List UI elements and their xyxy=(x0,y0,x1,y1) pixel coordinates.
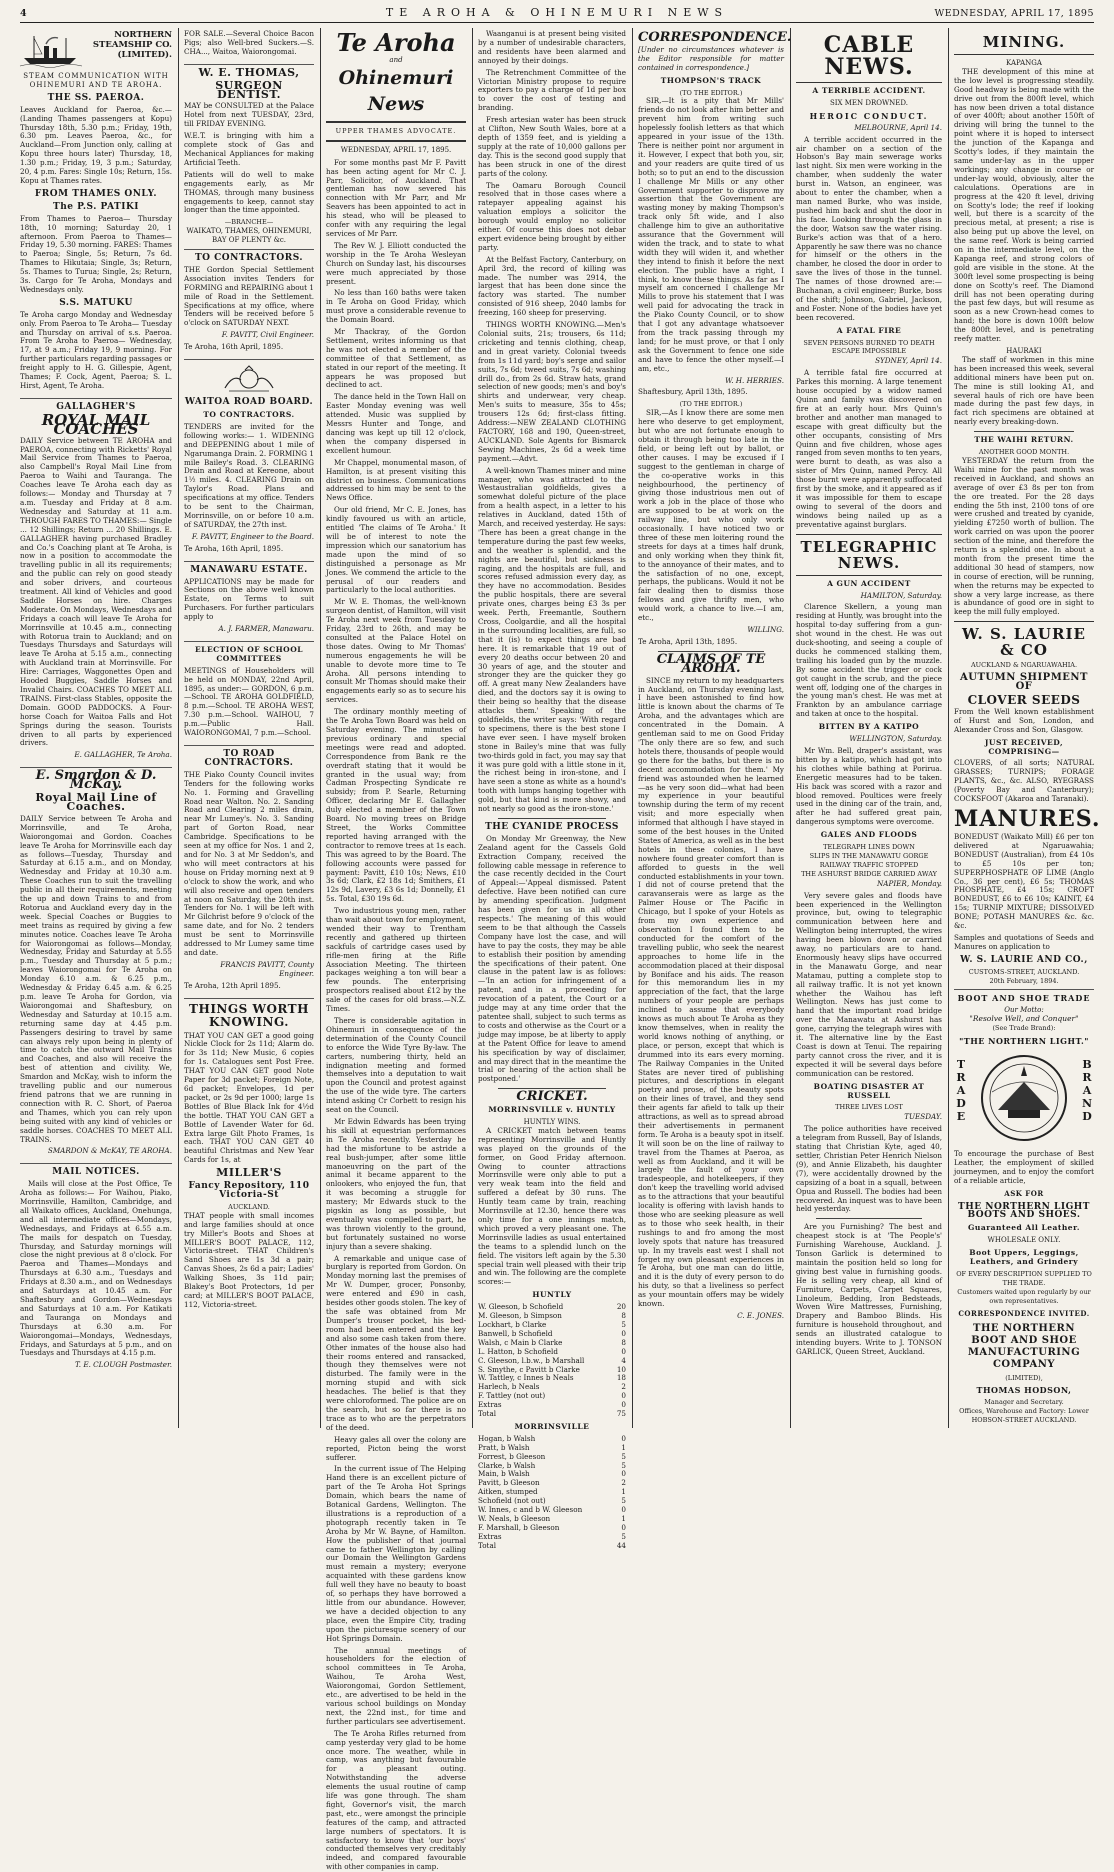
brand-letter: R xyxy=(1082,1071,1092,1084)
millers-ad xyxy=(184,1003,314,1310)
royal-mail-line: Royal Mail Line of Coaches. xyxy=(35,791,157,813)
runs: 0 xyxy=(621,1522,626,1532)
column-6 xyxy=(796,30,942,1426)
to-editor-2: (TO THE EDITOR.) xyxy=(679,400,743,409)
batsman: C. Gleeson, l.b.w., b Marshall xyxy=(478,1355,585,1365)
vessel-matuku: S.S. MATUKU xyxy=(59,297,133,308)
smardon-text: DAILY Service between Te Aroha and Morrinsville, and Te Aroha, Waiorongomai and Gordon. Coaches leave Te Aroha for Morrinsville each day as follows—Tuesday, Thursday and Saturday at 6.15 a.m., and on Monday, Wednesday and Friday at 10.30 a.m. These Coaches run to suit the travelling public in all their requirements, meeting the up and down Trains to and from Rotorua and Auckland every day in the week. Special Coaches or Buggies to meet trains as required by giving a few minutes notice. Coaches leave Te Aroha for Waiorongomai as follows—Monday, Wednesday, Friday and Saturday at 5.55 p.m., Tuesday and Thursday at 5 p.m.; leaves Waiorongomai for Te Aroha on Monday 6.10 a.m. & 6.25 p.m., Wednesday & Friday 6.45 a.m. & 6.25 p.m. leave Te Aroha for Gordon, via Waiorongomai and Shaftesbury, on Wednesday and Saturday at 10.15 a.m. returning same day at 4.45 p.m. Passengers desiring to travel by same can always rely upon being in plenty of time to catch the outward Mail Trains and Coaches, and also will receive the best of attention and civility. We, Smardon and McKay, wish to inform the travelling public and our numerous friend patrons that we are running in connection with R. C. Short, of Paeroa and Thames, which you can rely upon being suited with any kind of vehicles or saddle horses. COACHES TO MEET ALL TRAINS. xyxy=(20,813,172,1144)
runs: 0 xyxy=(621,1400,626,1410)
runs: 0 xyxy=(621,1391,626,1401)
local-news-16: The annual meetings of householders for the election of school committees in Te Aroha, Waihou, Te Aroha West, Waiorongomai, Gordon Settlement, etc., are advertised to be held in the various school buildings on Monday next, the 22nd inst., for time and further particulars see advertisement. xyxy=(326,1645,466,1726)
runs: 18 xyxy=(616,1373,626,1383)
column-rule xyxy=(948,28,949,1428)
news-4-6: THINGS WORTH KNOWING.—Men's Colonial suits, 21s; trousers, 6s 11d; cricketing and tennis clothing, cheap, and in great variety. Colonial tweeds from 1s 11d yard; boy's serge and sailor suits, 7s 6d; tweed suits, 7s 6d; washing drill do., from 2s 6d. Straw hats, grand selection of new goods; men's and boy's shirts and underwear, very cheap. Men's suits to measure, 35s to 45s; trousers 12s 6d; first-class fitting. Address:—NEW ZEALAND CLOTHING FACTORY, 168 and 190, Queen-street, AUCKLAND. Sole Agents for Bismarck Sewing Machines, 2s 6d a week time payment.—Advt. xyxy=(478,320,626,463)
cricket-head: CRICKET. xyxy=(516,1089,588,1105)
laurie-source: From the Well known establishment of Hurst and Son, London, and Alexander Cross and Son, Glasgow. xyxy=(954,706,1094,734)
patiki-schedule: From Thames to Paeroa— Thursday 18th, 10 morning; Saturday 20, 1 afternoon. From Paeroa to Thames— Friday 19, 5.30 morning. FARES: Thames to Paeroa; Single, 5s; Return, 7s 6d. Thames to Hikutaia; Single, 3s; Return, 5s. Thames to Turua; Single, 2s; Return, 3s. Cargo for Te Aroha, Mondays and Wednesdays only. xyxy=(20,213,172,294)
brand-letter: A xyxy=(956,1084,966,1097)
column-3 xyxy=(326,28,466,1872)
northern-steamship-ad xyxy=(20,30,172,399)
office-address: Offices, Warehouse and Factory: Lower HOBSON-STREET AUCKLAND. xyxy=(959,1407,1089,1425)
smardon-ad xyxy=(20,768,172,1164)
jones-signature: C. E. JONES. xyxy=(737,1310,784,1320)
local-news-10: Two industrious young men, rather than wait about town for employment, wended their way to Trentham recently and gathered up thirteen sackfuls of cartridge cases used by rifle-men firing at the Rifle Association Meeting. The thirteen packages weighing a ton will bear a few pounds. The enterprising prospectors realised about £12 by the sale of the cases for old brass.—N.Z. Times. xyxy=(326,906,466,1014)
correspondence-note: [Under no circumstances whatever is the Editor responsible for matter contained in correspondence.] xyxy=(638,44,784,72)
morrinsville-scores xyxy=(478,1435,626,1551)
smardon-signature: SMARDON & McKAY, TE AROHA. xyxy=(47,1146,172,1156)
runs: 1 xyxy=(621,1487,626,1497)
runs: 1 xyxy=(621,1514,626,1523)
local-news-11: There is considerable agitation in Ohinemuri in consequence of the determination of the County Council to enforce the Wide Tyre By-law. The carters, numbering thirty, held an indignation meeting and formed themselves into a deputation to wait upon the Council and protest against the use of the wide tyre. The carters intend asking Cr Corbett to resign his seat on the Council. xyxy=(326,1016,466,1115)
boating-head: BOATING DISASTER AT RUSSELL xyxy=(813,1081,925,1100)
encourage-text: To encourage the purchase of Best Leather, the employment of skilled journeymen, and to enjoy the comfort of a reliable article, xyxy=(954,1149,1094,1185)
trade-brand-emblem xyxy=(954,1050,1094,1146)
column-7 xyxy=(954,30,1101,1426)
steam-communication: STEAM COMMUNICATION WITH OHINEMURI AND TE AROHA. xyxy=(23,72,169,89)
northern-boot-shoe-co: THE NORTHERN BOOT AND SHOE MANUFACTURING COMPANY xyxy=(967,1322,1081,1370)
dentist-text-3: Patients will do well to make engagements early, as Mr THOMAS, through many business engagements to keep, cannot stay longer than the time appointed. xyxy=(184,169,314,215)
runs: 5 xyxy=(621,1496,626,1506)
waitoa-road-board-ad xyxy=(184,398,314,562)
motto-sub: (See Trade Brand): xyxy=(992,1024,1056,1033)
claims-of-te-aroha-text: SINCE my return to my headquarters in Auckland, on Thursday evening last, I have been astonished to find how little is known about the charms of Te Aroha, and the advantages which are concentrated in the Domain. A gentleman said to me on Good Friday 'The only there are so few, and such hotels there, thousands of people would go there for the baths, but there is no decent accommodation for them.' My friend was astounded when he learned—as he very soon did—what had been my experience in your beautiful township during the term of my recent visit; and more especially when informed that although I have stayed in some of the best houses in the United States of America, as well as in the best hotels in these colonies, I have nowhere found greater comfort than is afforded to guests in the well conducted establishments in your town. I did not of course pretend that the caravanserais were as large as the Palmer House or The Pacific in Chicago, but I spoke of your Hotels as from my own experience and observation I found them to be conducted for the comfort of the travelling public, who seek the nearest approaches to home life in the accommodation placed at their disposal by Boniface and his aids. The reason for this memorandum lies in my appreciation of the fact, that the large numbers of your people are perhaps inclined to assume that everybody knows as much about Te Aroha as they know themselves, when in reality the world knows nothing of anything, or place, or person, except that which is drummed into its ears every morning. The Railway Companies in the United States are never tired of publishing pictures, and descriptions in elegant poetry and prose, of the beauty spots on their lines of travel, and they send their agents far afield to talk up their attractions, as well as to spread abroad their advertisements in permanent form. Te Aroha is a beauty spot in itself. It will soon be on the line of railway to travel from the Thames at Paeroa, as well as from Auckland, and it will be largely the fault of your own tradespeople, and hotelkeepers, if they don't keep the travelling world advised as to the attractions that your beautiful locality is offering with lavish hands to those who are seeking pleasure as well as to those who seek health, in their rushings to and fro among the most lovely spots that nature has treasured up. In my travels east west I shall not forget my own pleasant experiences in Te Aroha, but one man can do little, and it is the duty of every person to do his duty, so that a liveliness so perfect as your mountain offers may be widely known. xyxy=(638,675,784,1309)
heroic-conduct: HEROIC CONDUCT. xyxy=(809,110,929,121)
newspaper-title-te-aroha: Te Aroha xyxy=(336,28,456,57)
hauraki-head: HAURAKI xyxy=(1006,347,1042,355)
dentist-name: W. E. THOMAS, xyxy=(198,65,300,79)
county-engineer-signature: FRANCIS PAVITT, County Engineer. xyxy=(220,959,314,978)
gales-text: Very severe gales and floods have been experienced in the Wellington province, but, owing to telegraphic communication between here and Wellington being interrupted, the wires having been blown down or carried away, no particulars are to hand. Enormously heavy slips have occurred in the Manawatu Gorge, and near Matamau, putting a complete stop to all railway traffic. It is not yet known whether the Waihou has left Wellington. News has just come to hand that the important road bridge over the Manawatu at Ashurst has gone, carrying the telegraph wires with it. The alternative line by the East Coast is down at Tenui. The repairing party cannot cross the river, and it is expected it will be several days before communication can be restored. xyxy=(796,890,942,1078)
brand-letter: D xyxy=(956,1097,966,1110)
melbourne-dateline: MELBOURNE, April 14. xyxy=(854,122,942,132)
column-rule xyxy=(320,28,321,1428)
news-4-3: Fresh artesian water has been struck at Clifton, New South Wales, bore at a depth of 1359 feet, and is yielding a supply at the rate of 10,000 gallons per day. This is the second good supply that has been struck in one of the direst parts of the colony. xyxy=(478,115,626,178)
tuesday-dateline: TUESDAY. xyxy=(904,1112,942,1122)
waitoa-date: Te Aroha, 16th April, 1895. xyxy=(184,543,284,553)
thompsons-track-head: THOMPSON'S TRACK xyxy=(660,75,762,85)
paeroa-schedule: Leaves Auckland for Paeroa, &c.—(Landing Thames passengers at Kopu) Thursday 18th, 5.30 p.m.; Friday, 19th, 6.30 pm. Leaves Paeroa, &c., for Auckland—From Junction only, calling at Kopu three hours later) Thursday, 18, 1.30 p.m.; Friday, 19, 3 p.m.; Saturday, 20, 4 p.m. Fares: Single 10s; Return, 15s. Kopu at Thames rates. xyxy=(20,104,172,185)
election-title: ELECTION OF SCHOOL COMMITTEES xyxy=(194,644,304,663)
autumn-shipment: AUTUMN SHIPMENT OF xyxy=(960,672,1088,693)
royal-mail-coaches-title: ROYAL MAIL COACHES xyxy=(41,410,151,438)
furnishing-ad: Are you Furnishing? The best and cheapest stock is at 'The People's' Furnishing Warehouse, Auckland. J. Tonson Garlick is determined to maintain the position held so long for giving best value in furnishing goods. He is selling very cheap, all kind of Furniture, Carpets, Carpet Squares, Linoleum, Bedding, Iron Bedsteads, Woven Wire Mattresses, Furnishing, Drapery and Bamboo Blinds. His furniture is household throughout, and sends an illustrated catalogue to intending buyers. Write to J. TONSON GARLICK, Queen Street, Auckland. xyxy=(796,1222,942,1356)
boating-text: The police authorities have received a telegram from Russell, Bay of Islands, stating that Christian Kyte, aged 40, settler, Christian Peter Henrich Nielson (9), and Annie Elizabeth, his daughter (7), were accidentally drowned by the capsizing of a boat in a squall, between Opua and Russell. The bodies had been recovered. An inquest was to have been held yesterday. xyxy=(796,1124,942,1214)
kapanga-head: KAPANGA xyxy=(1006,59,1042,67)
batsman: Extras xyxy=(478,1400,502,1410)
telegraphic-news-head: TELEGRAPHIC NEWS. xyxy=(800,537,938,572)
waitoa-contractors: TO CONTRACTORS. xyxy=(203,410,295,419)
local-news-6: Mr Chappel, monumental mason, of Hamilton, is at present visiting this district on business. Communications addressed to him may be sent to the News Office. xyxy=(326,457,466,503)
lines-down-head: TELEGRAPH LINES DOWN xyxy=(823,843,915,852)
samples-text: Samples and quotations of Seeds and Manures on application to xyxy=(954,932,1094,951)
wellington-dateline: WELLINGTON, Saturday. xyxy=(849,734,942,744)
local-news-14: Heavy gales all over the colony are reported, Picton being the worst sufferer. xyxy=(326,1434,466,1462)
claims-of-te-aroha-head: CLAIMS OF TE AROHA. xyxy=(656,651,766,676)
gun-accident-head: A GUN ACCIDENT xyxy=(827,578,911,588)
batsman: Forrest, b Gleeson xyxy=(478,1451,546,1461)
mining-head: MINING. xyxy=(982,33,1066,51)
laurie-signature: W. S. LAURIE AND CO., xyxy=(960,954,1088,965)
gallagher-signature: E. GALLAGHER, Te Aroha. xyxy=(74,750,172,760)
manager-title: Manager and Secretary. xyxy=(984,1398,1064,1407)
waihi-head: THE WAIHI RETURN. xyxy=(974,435,1074,445)
runs: 0 xyxy=(621,1433,626,1443)
school-election-ad xyxy=(184,646,314,746)
issue-date: WEDNESDAY, APRIL 17, 1895 xyxy=(934,8,1094,19)
millers-name: MILLER'S xyxy=(216,1166,282,1180)
column-rule xyxy=(178,28,179,1428)
for-sale-text: FOR SALE.—Several Choice Bacon Pigs; also Well-bred Suckers.—S. CHA..., Waitoa, Waiorongomai. xyxy=(184,29,314,56)
northern-light-boots: THE NORTHERN LIGHT BOOTS AND SHOES. xyxy=(958,1201,1090,1221)
seeds-list: CLOVERS, of all sorts; NATURAL GRASSES; TURNIPS; FORAGE PLANTS, &c., &c. ALSO, RYEGRASS (Poverty Bay and Canterbury); COCKSFOOT (Akaroa and Taranaki). xyxy=(954,758,1094,804)
laurie-sub: AUCKLAND & NGARUAWAHIA. xyxy=(970,661,1078,670)
for-sale-ad xyxy=(184,30,314,65)
road-contractors-ad xyxy=(184,750,314,999)
northern-light-title: "THE NORTHERN LIGHT." xyxy=(959,1036,1089,1047)
waitoa-title: WAITOA ROAD BOARD. xyxy=(184,397,314,408)
millers-place: AUCKLAND. xyxy=(228,1202,270,1211)
manures-list: BONEDUST (Waikato Mill) £6 per ton delivered at Ngaruawahia; BONEDUST (Australian), from £4 10s to £5 10s per ton; SUPERPHOSPHATE OF LIME (Anglo Co., 36 per cent), £6 5s; THOMAS PHOSPHATE, £4 15s; CROFT BONEDUST, £6 to £6 10s; KAINIT, £4 15s; TURNIP MIXTURE; DISSOLVED BONE; POTASH MANURES &c. &c. &c. xyxy=(954,831,1094,931)
manures-head: MANURES. xyxy=(954,805,1101,832)
vessel-patiki: The P.S. PATIKI xyxy=(53,201,139,212)
runs: 20 xyxy=(616,1302,626,1312)
waitoa-text: TENDERS are invited for the following works:— 1. WIDENING and DEEPENING about 1 mile of Ngarumanga Drain. 2. FORMING 1 mile Bailey's Road. 3. CLEARING Drain and Road at Kereone, about 1½ miles. 4. CLEARING Drain on Taylor's Road. Plans and specifications at my office. Tenders to be sent to the Chairman, Morrinsville, on or before 10 a.m. of SATURDAY, the 27th inst. xyxy=(184,421,314,529)
waitoa-signature: F. PAVITT, Engineer to the Board. xyxy=(191,531,314,541)
brand-letter: B xyxy=(1082,1058,1092,1071)
accident-text: A terrible accident occurred in the air chamber on a section of the Hobson's Bay main sewerage works last night. Six men were working in the chamber, when suddenly the water burst in. Watson, an engineer, was about to enter the chamber, when a man named Burke, who was inside, pushed him back and shut the door in his face. Looking through the glass in the door, Watson saw the water rising. Burke's action was that of a hero. Apparently he saw there was no chance for himself or the others in the chamber, he closed the door in order to save the lives of those in the tunnel. The names of those drowned are:—Buchanan, a civil engineer; Burke, boss of the shift; Johnson, Gabriel, Jackson, and Foster. None of the bodies have yet been recovered. xyxy=(796,134,942,322)
column-rule xyxy=(790,28,791,1428)
runs: 4 xyxy=(621,1355,626,1365)
runs: 0 xyxy=(621,1346,626,1356)
news-4-5: At the Belfast Factory, Canterbury, on April 3rd, the record of killing was made. The number was 2914, the largest that has been done since the factory was started. The number consisted of 916 sheep, 2040 lambs for freezing, 160 sheep for preserving. xyxy=(478,254,626,318)
letter-willing: SIR,—As I know there are some men here who deserve to get employment, but who are not fortunate enough to obtain it through being too late in the field, or being left out by ballot, or other causes. I may be excused if I suggest to the gentleman in charge of the co-operative works in this neighbourhood, the pertinency of giving those industrious men out of work a job in the place of those who are supposed to be at work on the railway line, but who only work occasionally. I have noticed two or three of these men loitering round the streets for days at a times half drunk, and only working when they think fit, to the annoyance of their mates, and to the satisfaction of no one, except, perhaps, the publicans. Would it not be fair dealing then to dismiss those fellows and give thrifty men, who would work, a chance to live.—I am, etc., xyxy=(638,408,784,623)
manawaru-signature: A. J. FARMER, Manawaru. xyxy=(218,624,314,634)
batsman: F. Marshall, b Gleeson xyxy=(478,1522,560,1532)
local-news-3: No less than 160 baths were taken in Te Aroha on Good Friday, which must prove a considerable revenue to the Domain Board. xyxy=(326,288,466,325)
local-news-4: Mr Thackray, of the Gordon Settlement, writes informing us that he was not elected a member of the committee of that Settlement, as stated in our report of the meeting. It appears he was proposed but declined to act. xyxy=(326,327,466,390)
things-worth-knowing-title: THINGS WORTH KNOWING. xyxy=(189,1001,309,1029)
page-number: 4 xyxy=(20,8,28,19)
batsman: Pavitt, b Gleeson xyxy=(478,1478,540,1488)
trade-vertical-text xyxy=(954,1058,968,1123)
dentist-title: SURGEON DENTIST. xyxy=(215,78,283,101)
steamship-icon xyxy=(20,30,82,68)
masthead xyxy=(20,6,1094,23)
gordon-tender-text: THE Gordon Special Settlement Association invites Tenders for FORMING and REPAIRING about 1 mile of Road in the Settlement. Specifications at my office, where Tenders will be received before 5 o'clock on SATURDAY NEXT. xyxy=(184,264,314,328)
cyanide-head: THE CYANIDE PROCESS xyxy=(485,821,619,832)
runs: 2 xyxy=(621,1382,626,1392)
mail-notices-head: MAIL NOTICES. xyxy=(52,1167,140,1178)
royal-crest-icon xyxy=(219,364,279,394)
willing-place: Te Aroha, April 13th, 1895. xyxy=(638,636,738,646)
pavitt-signature: F. PAVITT, Civil Engineer. xyxy=(221,330,314,340)
steamship-co-title: NORTHERN STEAMSHIP CO. (LIMITED). xyxy=(92,30,172,60)
batsman: W. Innes, c and b W. Gleeson xyxy=(478,1505,583,1515)
runs: 1 xyxy=(621,1442,626,1452)
grindery: Boot Uppers, Leggings, Leathers, and Grindery xyxy=(969,1248,1079,1267)
ask-for: ASK FOR xyxy=(1004,1188,1044,1198)
batsman: Schofield (not out) xyxy=(478,1496,546,1506)
brand-letter: D xyxy=(1082,1110,1092,1123)
sydney-dateline: SYDNEY, April 14. xyxy=(875,356,942,366)
clover-seeds: CLOVER SEEDS xyxy=(967,693,1081,707)
kapanga-text: THE development of this mine at the low level is progressing steadily. Good headway is being made with the drive out from the 800ft level, which has now been driven a total distance of over 400ft; about another 150ft of driving will bring the tunnel to the point where it is hoped to intersect the junction of the Kapanga and Scotty's lodes, if they maintain the same under-lay as in the upper workings; any change in course or under-lay would, obviously, alter the calculations. Operations are in progress at the 420 ft level, driving on Scotty's lode; the reef if looking well, but there is a scarcity of the precious metal, at present; a rise is also being put up above the level, on the same reef. Work is being carried on in the intermediate level, on the Kapanga reef, and strong colors of gold are visible in the stone. At the 300ft level some prospecting is being done on Scotty's reef. The Diamond drill has not been operating during the past few days, but will resume as soon as a new Crown-head comes to hand; the bore is down 100ft below the 800ft level, and is penetrating reefy matter. xyxy=(954,66,1094,344)
dentist-text-1: MAY be CONSULTED at the Palace Hotel from next TUESDAY, 23rd, till FRIDAY EVENING. xyxy=(184,101,314,129)
local-news-17: The Te Aroha Rifles returned from camp yesterday very glad to be home once more. The weather, while in camp, was anything but favourable for a pleasant outing. Notwithstanding the adverse elements the usual routine of camp life was gone through. The sham fight, Governor's visit, the march past, etc., were amongst the principle features of the camp, and attracted large numbers of spectators. It is satisfactory to know that 'our boys' conducted themselves very creditably indeed, and compared favourable with other companies in camp. xyxy=(326,1728,466,1872)
road-contractors-date: Te Aroha, 12th April 1895. xyxy=(184,980,281,990)
batsman: Hogan, b Walsh xyxy=(478,1433,536,1443)
limited: (LIMITED), xyxy=(1005,1373,1043,1382)
cricket-sub: MORRINSVILLE v. HUNTLY xyxy=(488,1105,616,1115)
local-news-8: Mr W. E. Thomas, the well-known surgeon dentist, of Hamilton, will visit Te Aroha next week from Tuesday to Friday, 23rd to 26th, and may be consulted at the Palace Hotel on those dates. Owing to Mr Thomas' numerous engagements he will be unable to devote more time to Te Aroha. All persons intending to consult Mr Thomas should make their engagements early so as to secure his services. xyxy=(326,597,466,705)
batsman: Total xyxy=(478,1540,497,1550)
runs: 10 xyxy=(616,1364,626,1374)
motto: "Resolve Well, and Conquer" xyxy=(969,1014,1079,1024)
terrible-accident-head: A TERRIBLE ACCIDENT. xyxy=(812,86,926,95)
score-row xyxy=(478,1533,626,1542)
guaranteed-leather: Guaranteed All Leather. xyxy=(968,1223,1080,1233)
laurie-date: 20th February, 1894. xyxy=(989,976,1059,985)
score-total-row xyxy=(478,1542,626,1551)
brand-letter: A xyxy=(1082,1084,1092,1097)
three-lives-head: THREE LIVES LOST xyxy=(835,1103,903,1112)
local-news-15: In the current issue of The Helping Hand there is an excellent picture of part of the Te Aroha Hot Springs Domain, which bears the name of Botanical Gardens, Wellington. The illustrations is a reproduction of a photograph recently taken in Te Aroha by Mr W. Bayne, of Hamilton. How the publisher of that journal came to father Wellington by calling our Domain the Wellington Gardens must remain a mystery; everyone acquainted with these gardens know full well they have no beauty to boast of, so perhaps they have borrowed a little from our abundance. However, we have a decided objection to any place, even the Empire City, trading upon the picturesque scenery of our Hot Springs Domain. xyxy=(326,1464,466,1643)
column-rule xyxy=(632,28,633,1428)
mail-notices xyxy=(20,1168,172,1370)
road-contractors-head: TO ROAD CONTRACTORS. xyxy=(204,749,294,768)
cyanide-text: On Monday Mr Greenway, the New Zealand agent for the Cassels Gold Extraction Company, received the following cable message in reference to the case recently decided in the Court of Appeal:—'Appeal dismissed. Patent defective. Have been notified can cure by amending specification. Judgment has been given for us in all other respects.' The meaning of this would seem to be that although the Cassels Company have lost the case, and will have to pay the costs, they may be able to establish their position by amending the specifications of their patent. One clause in the patent law is as follows:—'In an action for infringement of a patent, and in a proceeding for revocation of a patent, the Court or a judge may at any time order that the patentee shall, subject to such terms as to costs and otherwise as the Court or a judge may impose, be at liberty to apply at the Patent Office for leave to amend his specification by way of disclaimer, and may direct that in the meantime the trial or hearing of the action shall be postponed.' xyxy=(478,833,626,1084)
local-news-13: A remarkable and unique case of burglary is reported from Gordon. On Monday morning last the premises of Mr W. Dumper, grocer, Ponsonby, were entered and £90 in cash, besides other goods stolen. The key of the safe was obtained from Mr Dumper's trouser pocket, his bed-room had been entered and the key and also some cash taken from there. Other inmates of the house also had their rooms entered and ransacked, though they themselves were not disturbed. The family were in the morning stupid and with sick headaches. The belief is that they were chloroformed. The police are on the search, but so far there is no trace as to who are the perpetrators of the deed. xyxy=(326,1253,466,1432)
score-total-row xyxy=(478,1410,626,1419)
huntly-scores xyxy=(478,1303,626,1419)
runs: 2 xyxy=(621,1478,626,1488)
batsman: Lockhart, b Clarke xyxy=(478,1319,547,1329)
hodson-name: THOMAS HODSON, xyxy=(976,1385,1072,1396)
batsman: S. Smythe, c Pavitt b Clarke xyxy=(478,1364,580,1374)
gallagher-text: DAILY Service between TE AROHA and PAEROA, connecting with Ricketts' Royal Mail Service from Thames to Paeroa, also Campbell's Royal Mail Line from Paeroa to Waihi and Tauranga. The Coaches leave Te Aroha each day as follows:— Monday and Thursday at 7 a.m. Tuesday and Friday at 8 a.m. Wednesday and Saturday at 11 a.m. THROUGH FARES TO THAMES:— Single ... 12 Shillings; Return ... 20 Shillings. E. GALLAGHER having purchased Bradley and Co.'s Coaching plant at Te Aroha, is now in a position to accommodate the travelling public in all its requirements; and the public can rely on good steady and sober drivers, and courteous treatment. All kind of Vehicles and good Saddle Horses on hire. Charges Moderate. On Mondays, Wednesdays and Fridays a coach will leave Te Aroha for Morrinsville at 10.45 a.m., connecting with Rotorua train to Auckland; and on Tuesdays Thursdays and Saturdays will leave Te Aroha at 5.15 a.m., connecting with Auckland train at Morrinsville. For Hire: Carriages, Waggonettes Open and Hooded Buggies, Saddle Horses and Invalid Chairs. COACHES TO MEET ALL TRAINS. First-class Stables, opposite the Domain. GOOD PADDOCKS. A Four-horse Coach for Waitoa Falls and Hot Springs during the season. Tourists driven to all parts by experienced drivers. xyxy=(20,435,172,748)
manawaru-ad xyxy=(184,566,314,642)
batsman: W. Tattley, c Innes b Neals xyxy=(478,1373,574,1383)
score-row xyxy=(478,1401,626,1410)
gun-accident-text: Clarence Skellern, a young man residing at Huntly, was brought into the hospital to-day suffering from a gun-shot wound in the chest. He was out duck-shooting, and seeing a couple of ducks he commenced stalking them, trailing his loaded gun by the muzzle. By some accident the trigger or cock got caught in the scrub, and the piece went off, lodging one of the charges in the young man's chest. He was met at Frankton by an ambulance carriage and taken at once to the hospital. xyxy=(796,602,942,719)
batsman: F. Tattley (not out) xyxy=(478,1391,546,1401)
postmaster-signature: T. E. CLOUGH Postmaster. xyxy=(75,1360,172,1370)
gordon-tender-date: Te Aroha, 16th April, 1895. xyxy=(184,342,284,352)
local-news-7: Our old friend, Mr C. E. Jones, has kindly favoured us with an article, entitled 'The claims of Te Aroha.' It will be of interest to note the impression which our sanatorium has made upon the mind of so distinguished a personage as Mr Jones. We commend the article to the perusal of our readers and particularly to the local authorities. xyxy=(326,505,466,595)
local-news-9: The ordinary monthly meeting of the Te Aroha Town Board was held on Saturday evening. The minutes of previous ordinary and special meetings were read and adopted. Correspondence from Bank re the overdraft stating that it would be granted in the usual way; from Cadman Prospecting Syndicate re subsidy; from P. Searle, Returning Officer, declaring Mr E. Gallagher duly elected a member of the Town Board. No moving trees on Bridge Street, the Works Committee reported having arranged with the contractor to remove trees at 1s each. This was agreed to by the Board. The following accounts were passed for payment: Pavitt, £10 10s; News, £10 3s 6d; Clark, £2 18s 1d; Smithers, £1 12s 9d, Lavery, £3 6s 1d; Donnelly, £1 5s. Total, £30 19s 6d. xyxy=(326,707,466,904)
willing-signature: WILLING. xyxy=(747,625,784,634)
batsman: Clarke, b Walsh xyxy=(478,1460,536,1470)
herries-place: Shaftesbury, April 13th, 1895. xyxy=(638,387,748,397)
smardon-title: E. Smardon & D. McKay. xyxy=(35,768,157,793)
batsman: Harlech, b Neals xyxy=(478,1382,540,1392)
waihi-text: YESTERDAY the return from the Waihi mine for the past month was received in Auckland, and shows an average of over £3 8s per ton from the ore treated. For the 28 days ending the 5th inst, 2100 tons of ore were crushed and treated by cyanide, yielding £7250 worth of bullion. The work carried on was upon the poorer section of the mine, and therefore the return is a splendid one. In about a month from the present time the additional 30 head of stampers, now in course of erection, will be running, when the returns may be expected to show a very large increase, as there is abundance of good ore in sight to keep the mill fully employed. xyxy=(954,455,1094,617)
just-received: JUST RECEIVED, COMPRISING— xyxy=(984,737,1064,756)
northern-light-brand-icon xyxy=(978,1052,1070,1144)
brand-letter: T xyxy=(956,1058,966,1071)
runs: 5 xyxy=(621,1451,626,1461)
news-4-4: The Oamaru Borough Council resolved that in those cases where a ratepayer appealing against his valuation employs a solicitor the borough would employ no solicitor either. Of course this does not debar expert evidence being brought by either party. xyxy=(478,180,626,252)
batsman: W. Neals, b Gleeson xyxy=(478,1514,551,1523)
brand-letter: N xyxy=(1081,1097,1093,1110)
batsman: Total xyxy=(478,1409,497,1419)
fatal-fire-sub: SEVEN PERSONS BURNED TO DEATH xyxy=(803,338,935,347)
editorial-dateline: WEDNESDAY, APRIL 17, 1895. xyxy=(340,145,452,154)
newspaper-title-and: and xyxy=(389,56,403,64)
branches-label: —BRANCHE— xyxy=(224,218,274,227)
running-title: TE AROHA & OHINEMURI NEWS xyxy=(385,6,729,19)
dentist-text-2: W.E.T. is bringing with him a complete stock of Gas and Mechanical Appliances for making Artificial Teeth. xyxy=(184,131,314,167)
brand-letter: E xyxy=(956,1110,966,1123)
column-5 xyxy=(638,30,792,1426)
to-editor-1: (TO THE EDITOR.) xyxy=(679,88,743,97)
katipo-head: BITTEN BY A KATIPO xyxy=(818,722,920,732)
news-4-2: The Retrenchment Committee of the Victorian Ministry propose to require exporters to pay a charge of 1d per box to cover the cost of testing and branding. xyxy=(478,67,626,113)
runs: 5 xyxy=(621,1531,626,1541)
laurie-address: CUSTOMS-STREET, AUCKLAND. xyxy=(968,967,1080,976)
morrinsville-scores-head: MORRINSVILLE xyxy=(514,1421,590,1431)
gallagher-name: GALLAGHER'S xyxy=(56,401,136,412)
laurie-name: W. S. LAURIE & CO xyxy=(962,625,1086,660)
boot-shoe-trade-head: BOOT AND SHOE TRADE xyxy=(957,993,1091,1004)
cricket-sub-2: HUNTLY WINS. xyxy=(523,1118,581,1127)
representatives: Customers waited upon regularly by our own representatives. xyxy=(957,1287,1091,1305)
cricket-text: A CRICKET match between teams representing Morrinsville and Huntly was played on the grounds of the former, on Good Friday afternoon. Owing to counter attractions Morrinsville were only able to put a very weak team into the field and suffered a defeat by 30 runs. The Huntly team came by train, reaching Morrinsville at 12.30, hence there was only time for a one innings match, which proved a very pleasant one. The Morrinsville ladies as usual entertained the teams to a splendid lunch on the field. The visitors left again by the 5.30 special train well pleased with their trip and win. The following are the complete scores:— xyxy=(478,1125,626,1287)
slips-head: SLIPS IN THE MANAWATU GORGE xyxy=(809,851,929,860)
batsman: Aitken, stumped xyxy=(478,1487,538,1497)
huntly-scores-head: HUNTLY xyxy=(532,1290,572,1300)
hauraki-text: The staff of workmen in this mine has been increased this week, several additional miners have been put on. The mine is still looking A1, and several hauls of rich ore have been made during the past few days, in fact rich specimens are obtained at nearly every breaking-down. xyxy=(954,354,1094,427)
brand-vertical-text xyxy=(1080,1058,1094,1123)
millers-text-1: THAT YOU CAN GET a good going Nickle Clock for 2s 11d; Alarm do. for 3s 11d; New Music, 6 copies for 1s. Catalogues sent Post Free. THAT YOU CAN GET good Note Paper for 3d packet; Foreign Note, 6d packet; Envelopes, 1d per packet, or 2s 9d per 1000; large 1s Bottles of Blue Black Ink for 4½d the bottle. THAT YOU CAN GET a Bottle of Lavender Water for 6d. Extra large Gilt Photo Frames, 1s each. THAT YOU CAN GET 40 beautiful Christmas and New Year Cards for 1s, at xyxy=(184,1030,314,1165)
batsman: Walsh, c Main b Clarke xyxy=(478,1337,563,1347)
batsman: L. Hatton, b Schofield xyxy=(478,1346,558,1356)
correspondence-head: CORRESPONDENCE. xyxy=(638,30,792,45)
matuku-schedule: Te Aroha cargo Monday and Wednesday only. From Paeroa to Te Aroha— Tuesday and Thursday on arrival of s.s. Paeroa. From Te Aroha to Paeroa— Wednesday, 17, at 9 a.m.; Friday 19, 9 morning. For further particulars regarding passages or freight apply to H. G. Gillespie, Agent, Thames; F. Cock, Agent, Paeroa; S. L. Hirst, Agent, Te Aroha. xyxy=(20,309,172,390)
runs: 75 xyxy=(616,1409,626,1419)
gallagher-ad xyxy=(20,403,172,768)
dentist-ad xyxy=(184,65,314,250)
gordon-contractors-ad xyxy=(184,254,314,360)
runs: 44 xyxy=(616,1540,626,1550)
gales-head: GALES AND FLOODS xyxy=(820,830,918,840)
letter-herries: SIR,—It is a pity that Mr Mills' friends do not look after him better and prevent him from writing such hopelessly foolish letters as that which appeared in your issue of the 13th. There is neither point nor argument in it. However, I expect that both you, sir, and your readers are quite tired of us both; so to put an end to the discussion I challenge Mr Mills or any other Government supporter to disprove my assertion that the Government are wasting money by making Thompson's track only 5ft wide, and I also challenge him to give an authoritative assurance that the Government will widen the track, and to state to what width they will widen it, and whether they intend to finish it before the next election. The public have a right, I think, to know these things. As far as I myself am concerned I challenge Mr Mills to prove his statement that I was well paid for advocating the track in the Piako County Council, or to show that I got any advantage whatsoever from the track passing through my land; for he must prove, or that I only ask the Government to fence one side and have to fence the other myself.—I am, etc., xyxy=(638,96,784,373)
vessel-paeroa: THE SS. PAEROA. xyxy=(47,92,145,103)
column-rule xyxy=(472,28,473,1428)
from-thames-head: FROM THAMES ONLY. xyxy=(34,188,158,199)
batsman: M. Gleeson, b Simpson xyxy=(478,1311,562,1321)
cable-news-head: CABLE NEWS. xyxy=(823,32,915,80)
local-news-12: Mr Edwin Edwards has been trying his skill at equestrian performances in Te Aroha recently. Yesterday he had the misfortune to be astride a real bush-jumper, after some little manoeuvring on the part of the animal it became apparent to the onlookers, who enjoyed the fun, that it was becoming a struggle for mastery; Mr Edwards stuck to the pigskin as long as possible, but eventually was compelled to part, he was thrown violently to the ground, but fortunately sustained no worse injury than a severe shaking. xyxy=(326,1116,466,1251)
northern-light-ad xyxy=(954,994,1094,1425)
runs: 5 xyxy=(621,1460,626,1470)
column-4 xyxy=(478,29,626,1550)
batsman: Extras xyxy=(478,1531,502,1541)
railway-stopped-head: RAILWAY TRAFFIC STOPPED xyxy=(819,860,919,869)
herries-signature: W. H. HERRIES. xyxy=(725,375,784,385)
runs: 0 xyxy=(621,1328,626,1338)
runs: 8 xyxy=(621,1337,626,1347)
napier-dateline: NAPIER, Monday. xyxy=(877,878,942,888)
runs: 8 xyxy=(621,1311,626,1321)
mail-notices-text: Mails will close at the Post Office, Te Aroha as follows:— For Waihou, Piako, Morrinsville, Hamilton, Cambridge, and all Waikato offices, Auckland, Onehunga, and all intermediate offices—Mondays, Wednesdays, and Fridays at 6.55 a.m. The mails for despatch on Tuesday, Thursday, and Saturday mornings will close the night previous at 8 o'clock. For Paeroa and Thames—Mondays and Thursdays at 6.30 a.m., Tuesdays and Fridays at 8.30 a.m., and on Wednesdays and Saturdays at 10.45 a.m. For Shaftesbury and Gordon—Wednesdays and Saturdays at 10 a.m. For Katikati and Tauranga on Mondays and Thursdays at 6.30 a.m. For Waiorongomai—Mondays, Wednesdays, Fridays, and Saturdays at 5 p.m., and on Tuesdays and Thursdays at 4.15 p.m. xyxy=(20,1179,172,1358)
fatal-fire-head: A FATAL FIRE xyxy=(836,325,902,335)
katipo-text: Mr Wm. Bell, draper's assistant, was bitten by a katipo, which had got into his clothes while bathing at Porirua. Energetic measures had to be taken. His back was scored with a razor and blood removed. Poultices were freely used in the dining car of the train, and, after he had suffered great pain, dangerous symptoms were overcome. xyxy=(796,746,942,827)
batsman: Banwell, b Schofield xyxy=(478,1328,553,1338)
waihi-sub: ANOTHER GOOD MONTH. xyxy=(978,448,1070,457)
batsman: Pratt, b Walsh xyxy=(478,1442,530,1452)
news-4-1: Waanganui is at present being visited by a number of undesirable characters, and residents have been alarmed and annoyed by their doings. xyxy=(478,29,626,65)
manawaru-title: MANAWARU ESTATE. xyxy=(190,564,308,575)
column-2 xyxy=(184,30,314,1426)
newspaper-title-ohinemuri: Ohinemuri News xyxy=(338,66,454,115)
bridge-head: THE ASHURST BRIDGE CARRIED AWAY xyxy=(801,869,937,878)
local-news-1: For some months past Mr F. Pavitt has been acting agent for Mr C. J. Parr, Solicitor, of Auckland. That gentleman has now severed his connection with Mr Parr, and Mr Seavers has been appointed to act in his stead, who will be pleased to confer with any requiring the legal services of Mr Parr. xyxy=(326,157,466,238)
millers-repository: Fancy Repository, 110 Victoria-St xyxy=(188,1181,310,1200)
runs: 0 xyxy=(621,1505,626,1515)
manawaru-text: APPLICATIONS may be made for Sections on the above well known Estate, on Terms to suit Purchasers. For further particulars apply to xyxy=(184,576,314,622)
brand-letter: R xyxy=(956,1071,966,1084)
local-news-2: The Rev W. J. Elliott conducted the worship in the Te Aroha Wesleyan Church on Sunday last, his discourses were much appreciated by those present. xyxy=(326,240,466,286)
wholesale-only: WHOLESALE ONLY. xyxy=(987,1236,1061,1245)
laurie-ad xyxy=(954,625,1101,990)
runs: 5 xyxy=(621,1319,626,1329)
motto-head: Our Motto: xyxy=(1004,1006,1044,1015)
hamilton-dateline: HAMILTON, Saturday. xyxy=(860,590,942,600)
millers-text-2: THAT people with small incomes and large families should at once try Miller's Boots and Shoes at MILLER'S BOOT PALACE, 112, Victoria-street. THAT Children's Sand Shoes are 1s 3d a pair; Canvas Shoes, 2s 6d a pair; Ladies' Walking Shoes, 3s 11d pair; Blakey's Boot Protectors, 1d per card; at MILLER'S BOOT PALACE, 112, Victoria-street. xyxy=(184,1210,314,1309)
election-text: MEETINGS of Householders will be held on MONDAY, 22nd April, 1895, as under:— GORDON, 6 p.m.—School. TE AROHA GOLDFIELD, 8 p.m.—School. TE AROHA WEST, 7.30 p.m.—School. WAIHOU, 7 p.m.—Public Hall. WAIORONGOMAI, 7 p.m.—School. xyxy=(184,665,314,738)
news-4-7: A well-known Thames miner and mine manager, who was attracted to the Westaustralian goldfields, gives a somewhat doleful picture of the place from a health aspect, in a letter to his relatives in Auckland, dated 15th of March, and received yesterday. He says: 'There has been a great change in the temperature during the past few weeks, and the weather is splendid, and the nights are beautiful, but sickness is raging, and the hospitals are full, and scores refused admission every day, as they have no accommodation. Besides the public hospitals, there are several private ones, charges being £3 3s per week. Perth, Freemantle, Southern Cross, Coolgardie, and all the hospital in the surrounding localities, are full, so that it (is) to expect things are bad here. It is remarkable that 19 out of every 20 deaths occur between 20 and 30 years of age, and the stouter and stronger they are the quicker they go off. A great many New Zealanders have died, and the doctors say it is owing to their being so healthy that the disease attacks them.' Speaking of the goldfields, the writer says: 'With regard to specimens, there is the best stone I have ever seen. I have myself broken stone in Bailey's mine that was fully two-thirds gold in fact, you may say that it was pure gold with a little stone in it, the richest being in iron-stone, and I have seen a stone as white as a hound's tooth with lumps hanging together with gold, but that kind is more showy, and not nearly so good as the iron-stone.' xyxy=(478,465,626,814)
batsman: Main, b Walsh xyxy=(478,1469,530,1479)
newspaper-tagline: UPPER THAMES ADVOCATE. xyxy=(335,126,457,135)
local-news-5: The dance held in the Town Hall on Easter Monday evening was well attended. Music was supplied by Messrs Hunter and Tonge, and dancing was kept up till 12 o'clock, when the company dispersed in excellent humour. xyxy=(326,392,466,455)
road-contractors-text: THE Piako County Council invites Tenders for the following works No. 1. Forming and Gravelling Road near Walton. No. 2. Sanding Road and Clearing 2 miles drain, near Mr Lumey's. No. 3. Sanding part of Gorton Road, near Cambridge. Specifications to be seen at my office for Nos. 1 and 2, and for No. 3 at Mr Seddon's, and who will meet contractors at his house on Friday morning next at 9 o'clock to show the work, and who will also receive and open tenders at noon on Saturday, the 20th inst. Tenders for No. 1 will be left with Mr Gilchrist before 9 o'clock of the same date, and for No. 2 tenders must be sent to Morrinsville addressed to Mr Lumey same time and date. xyxy=(184,769,314,957)
runs: 0 xyxy=(621,1469,626,1479)
branches-text: WAIKATO, THAMES, OHINEMURI, BAY OF PLENTY &c. xyxy=(186,227,312,245)
batsman: W. Gleeson, b Schofield xyxy=(478,1302,564,1312)
to-contractors-head: TO CONTRACTORS. xyxy=(194,253,304,264)
fatal-fire-sub-2: ESCAPE IMPOSSIBLE xyxy=(831,347,907,356)
fatal-fire-text: A terrible fatal fire occurred at Parkes this morning. A large tenement house occupied by a widow named Quinn and family was discovered on fire at an early hour. Mrs Quinn's brother and another man managed to escape with great difficulty but the other occupants, consisting of Mrs Quinn and five children, whose ages ranged from seven months to ten years, were burnt to death, as was also a sister of Mrs Quinn, named Percy. All those burnt were apparently suffocated first by the smoke, and it appeared as if it was impossible for them to escape owing to several of the doors and windows being nailed up as a preventative against burglars. xyxy=(796,368,942,529)
six-men-drowned: SIX MEN DROWNED. xyxy=(829,98,909,107)
correspondence-invited: CORRESPONDENCE INVITED. xyxy=(958,1308,1090,1318)
column-1 xyxy=(20,30,172,1426)
every-description: OF EVERY DESCRIPTION SUPPLIED TO THE TRADE. xyxy=(956,1269,1092,1287)
